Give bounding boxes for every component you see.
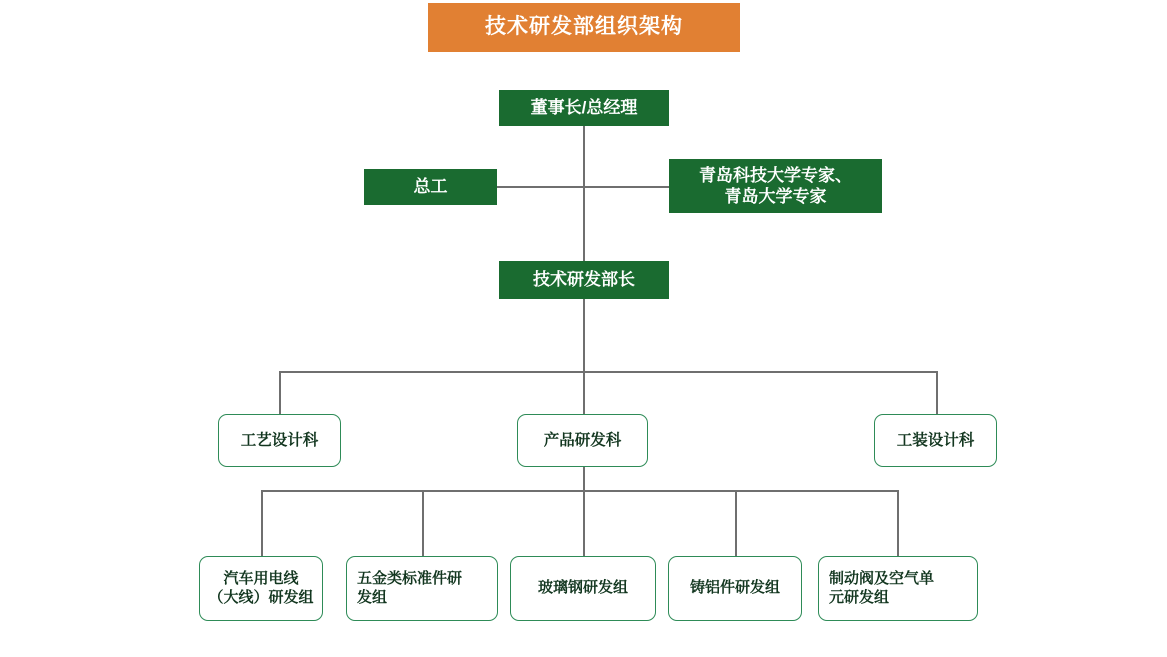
- node-hardware-standard-rd[interactable]: [346, 556, 498, 621]
- connector-hardware-standard-drop: [422, 490, 424, 557]
- connector-frp-drop: [583, 490, 585, 557]
- node-university-experts[interactable]: [669, 159, 882, 213]
- node-auto-wire-rd-line2: （大线）研发组: [208, 588, 314, 606]
- connector-level4-bus: [279, 371, 936, 373]
- node-rd-director[interactable]: 技术研发部长: [499, 261, 669, 299]
- connector-chairman-spine: [583, 126, 585, 261]
- node-brake-valve-rd-line1: 制动阀及空气单: [829, 569, 935, 587]
- chart-title: 技术研发部组织架构: [428, 3, 740, 52]
- node-cast-aluminum-rd[interactable]: 铸铝件研发组: [668, 556, 802, 621]
- node-product-rd[interactable]: 产品研发科: [517, 414, 648, 467]
- connector-product-rd-drop: [583, 371, 585, 415]
- connector-experts: [583, 186, 670, 188]
- node-hardware-standard-rd-line2: 发组: [357, 588, 388, 606]
- node-process-design[interactable]: 工艺设计科: [218, 414, 341, 467]
- node-tooling-design[interactable]: 工装设计科: [874, 414, 997, 467]
- node-chief-engineer[interactable]: 总工: [364, 169, 497, 205]
- connector-tooling-design-drop: [936, 371, 938, 415]
- connector-auto-wire-drop: [261, 490, 263, 557]
- node-auto-wire-rd-line1: 汽车用电线: [223, 569, 299, 587]
- connector-rd-director-down: [583, 299, 585, 372]
- connector-level5-bus: [261, 490, 898, 492]
- node-frp-rd[interactable]: 玻璃钢研发组: [510, 556, 656, 621]
- node-university-experts-line2: 青岛大学专家: [724, 187, 827, 206]
- connector-cast-aluminum-drop: [735, 490, 737, 557]
- node-university-experts-line1: 青岛科技大学专家、: [699, 165, 852, 185]
- connector-brake-valve-drop: [897, 490, 899, 557]
- node-brake-valve-rd[interactable]: [818, 556, 978, 621]
- node-chairman[interactable]: 董事长/总经理: [499, 90, 669, 126]
- connector-process-design-drop: [279, 371, 281, 415]
- node-hardware-standard-rd-line1: 五金类标准件研: [357, 569, 463, 587]
- node-auto-wire-rd[interactable]: [199, 556, 323, 621]
- connector-product-rd-down: [583, 467, 585, 491]
- connector-chief-engineer: [497, 186, 584, 188]
- node-brake-valve-rd-line2: 元研发组: [829, 588, 890, 606]
